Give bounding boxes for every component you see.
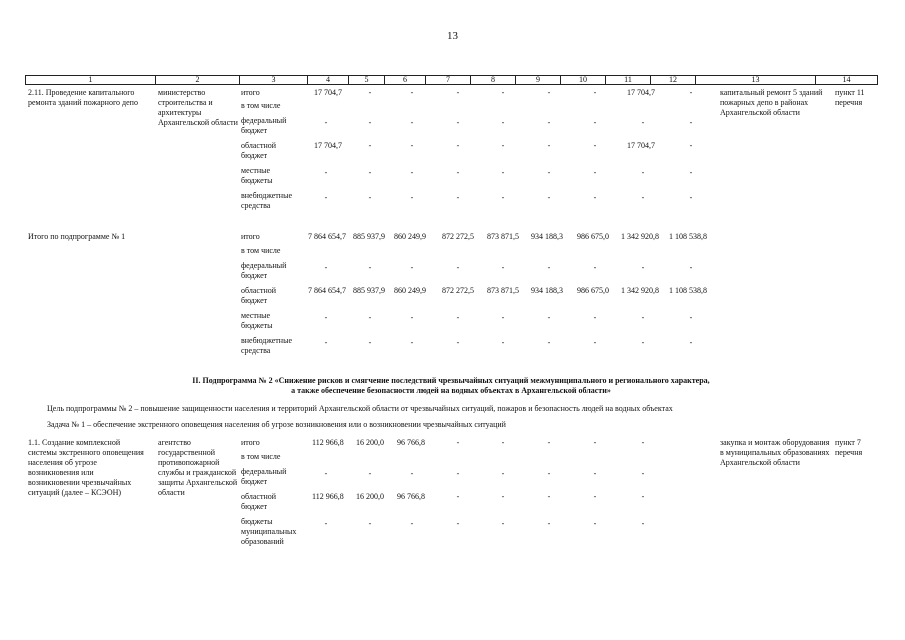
column-number-13: 13 <box>696 76 816 85</box>
total1-local-col4: - <box>324 313 328 322</box>
row-2-11-local-col8: - <box>501 168 505 177</box>
row-2-11-label-federal: федеральный бюджет <box>241 116 287 135</box>
row-1-1-label-regional: областной бюджет <box>241 492 277 511</box>
row-1-1-total-col5: 16 200,0 <box>356 438 384 447</box>
total1-local-col12: - <box>689 313 693 322</box>
row-2-11-regional-col5: - <box>368 141 372 150</box>
row-1-1-municipal-col5: - <box>368 519 372 528</box>
total1-local-col6: - <box>410 313 414 322</box>
row-2-11-label-including: в том числе <box>241 101 281 110</box>
total1-extra-col10: - <box>593 338 597 347</box>
row-2-11-extra-col4: - <box>324 193 328 202</box>
row-1-1-federal-col11: - <box>641 469 645 478</box>
total1-local-col8: - <box>501 313 505 322</box>
column-number-header <box>25 75 878 85</box>
row-1-1-regional-col8: - <box>501 492 505 501</box>
row-1-1-total-col11: - <box>641 438 645 447</box>
column-number-8: 8 <box>471 76 516 85</box>
row-2-11-label-total: итого <box>241 88 260 97</box>
row-1-1-total-col8: - <box>501 438 505 447</box>
row-1-1-regional-col11: - <box>641 492 645 501</box>
total1-local-col7: - <box>456 313 460 322</box>
column-number-9: 9 <box>516 76 561 85</box>
row-2-11-federal-col6: - <box>410 118 414 127</box>
row-1-1-label-including: в том числе <box>241 452 281 461</box>
row-2-11-federal-col12: - <box>689 118 693 127</box>
row-2-11-label-local: местные бюджеты <box>241 166 273 185</box>
column-number-4: 4 <box>308 76 349 85</box>
row-2-11-total-col8: - <box>501 88 505 97</box>
row-1-1-municipal-col9: - <box>547 519 551 528</box>
column-number-5: 5 <box>349 76 385 85</box>
row-1-1-title: 1.1. Создание комплексной системы экстренного оповещения населения об угрозе возникновения или возникновении чрезвычайных ситуаций (далее – КСЭОН) <box>28 438 144 497</box>
total1-label-extrabudget: внебюджетные средства <box>241 336 292 355</box>
subprogram-2-task: Задача № 1 – обеспечение экстренного оповещения населения об угрозе возникновения или о возникновении чрезвычайных ситуаций <box>47 420 506 429</box>
row-2-11-regional-col11: 17 704,7 <box>627 141 655 150</box>
total1-federal-col8: - <box>501 263 505 272</box>
row-2-11-total-col7: - <box>456 88 460 97</box>
total1-federal-col5: - <box>368 263 372 272</box>
column-number-3: 3 <box>240 76 308 85</box>
total1-label-total: итого <box>241 232 260 241</box>
row-1-1-label-municipal: бюджеты муниципальных образований <box>241 517 297 546</box>
row-1-1-federal-col10: - <box>593 469 597 478</box>
subprogram-2-goal: Цель подпрограммы № 2 – повышение защищенности населения и территорий Архангельской области от чрезвычайных ситуаций, пожаров и безопасность людей на водных объектах <box>47 404 673 413</box>
subprogram-2-title-line2: а также обеспечение безопасности людей на водных объектах в Архангельской области» <box>291 386 611 395</box>
total1-extra-col7: - <box>456 338 460 347</box>
row-2-11-extra-col11: - <box>641 193 645 202</box>
row-2-11-local-col12: - <box>689 168 693 177</box>
row-1-1-total-col6: 96 766,8 <box>397 438 425 447</box>
total1-local-col10: - <box>593 313 597 322</box>
total1-total-col12: 1 108 538,8 <box>669 232 707 241</box>
row-2-11-regional-col6: - <box>410 141 414 150</box>
total1-regional-col7: 872 272,5 <box>442 286 474 295</box>
row-1-1-regional-col7: - <box>456 492 460 501</box>
total1-regional-col11: 1 342 920,8 <box>621 286 659 295</box>
total1-federal-col12: - <box>689 263 693 272</box>
row-2-11-federal-col10: - <box>593 118 597 127</box>
row-1-1-federal-col6: - <box>410 469 414 478</box>
row-1-1-total-col4: 112 966,8 <box>312 438 344 447</box>
total1-total-col8: 873 871,5 <box>487 232 519 241</box>
row-2-11-total-col5: - <box>368 88 372 97</box>
row-2-11-federal-col8: - <box>501 118 505 127</box>
total1-federal-col7: - <box>456 263 460 272</box>
column-number-14: 14 <box>816 76 878 85</box>
row-2-11-label-extrabudget: внебюджетные средства <box>241 191 292 210</box>
row-2-11-extra-col6: - <box>410 193 414 202</box>
row-1-1-regional-col5: 16 200,0 <box>356 492 384 501</box>
row-2-11-federal-col11: - <box>641 118 645 127</box>
page-number: 13 <box>447 30 458 42</box>
total1-federal-col11: - <box>641 263 645 272</box>
total1-extra-col12: - <box>689 338 693 347</box>
total1-extra-col11: - <box>641 338 645 347</box>
row-2-11-federal-col9: - <box>547 118 551 127</box>
row-2-11-regional-col12: - <box>689 141 693 150</box>
row-1-1-regional-col9: - <box>547 492 551 501</box>
row-2-11-federal-col7: - <box>456 118 460 127</box>
total1-local-col9: - <box>547 313 551 322</box>
row-2-11-total-col12: - <box>689 88 693 97</box>
column-number-12: 12 <box>651 76 696 85</box>
total1-regional-col9: 934 188,3 <box>531 286 563 295</box>
column-number-2: 2 <box>156 76 240 85</box>
column-number-6: 6 <box>385 76 426 85</box>
total1-total-col7: 872 272,5 <box>442 232 474 241</box>
row-2-11-regional-col10: - <box>593 141 597 150</box>
total1-label-local: местные бюджеты <box>241 311 273 330</box>
row-1-1-total-col9: - <box>547 438 551 447</box>
total1-total-col9: 934 188,3 <box>531 232 563 241</box>
column-number-7: 7 <box>426 76 471 85</box>
row-2-11-extra-col12: - <box>689 193 693 202</box>
row-2-11-local-col7: - <box>456 168 460 177</box>
row-1-1-municipal-col7: - <box>456 519 460 528</box>
row-1-1-federal-col9: - <box>547 469 551 478</box>
row-1-1-federal-col4: - <box>324 469 328 478</box>
row-2-11-local-col11: - <box>641 168 645 177</box>
row-2-11-local-col5: - <box>368 168 372 177</box>
row-1-1-municipal-col4: - <box>324 519 328 528</box>
row-2-11-local-col4: - <box>324 168 328 177</box>
total1-total-col4: 7 864 654,7 <box>308 232 346 241</box>
column-number-10: 10 <box>561 76 606 85</box>
row-1-1-result: закупка и монтаж оборудования в муниципальных образованиях Архангельской области <box>720 438 830 467</box>
total1-label-including: в том числе <box>241 246 281 255</box>
row-1-1-regional-col6: 96 766,8 <box>397 492 425 501</box>
total1-extra-col6: - <box>410 338 414 347</box>
row-2-11-local-col9: - <box>547 168 551 177</box>
row-2-11-local-col6: - <box>410 168 414 177</box>
subprogram-2-title-line1: II. Подпрограмма № 2 «Снижение рисков и смягчение последствий чрезвычайных ситуаций межмуниципального и регионального характера, <box>192 376 710 385</box>
row-2-11-extra-col10: - <box>593 193 597 202</box>
row-2-11-regional-col8: - <box>501 141 505 150</box>
row-2-11-title: 2.11. Проведение капитального ремонта зданий пожарного депо <box>28 88 138 107</box>
row-1-1-label-total: итого <box>241 438 260 447</box>
row-2-11-total-col10: - <box>593 88 597 97</box>
total1-federal-col10: - <box>593 263 597 272</box>
total1-extra-col9: - <box>547 338 551 347</box>
total1-label-regional: областной бюджет <box>241 286 277 305</box>
row-1-1-municipal-col6: - <box>410 519 414 528</box>
total-subprogram-1-title: Итого по подпрограмме № 1 <box>28 232 126 241</box>
row-2-11-regional-col7: - <box>456 141 460 150</box>
row-2-11-extra-col9: - <box>547 193 551 202</box>
total1-extra-col4: - <box>324 338 328 347</box>
total1-total-col10: 986 675,0 <box>577 232 609 241</box>
row-2-11-regional-col4: 17 704,7 <box>314 141 342 150</box>
row-1-1-regional-col4: 112 966,8 <box>312 492 344 501</box>
total1-federal-col6: - <box>410 263 414 272</box>
column-number-11: 11 <box>606 76 651 85</box>
row-1-1-federal-col7: - <box>456 469 460 478</box>
total1-regional-col12: 1 108 538,8 <box>669 286 707 295</box>
row-2-11-local-col10: - <box>593 168 597 177</box>
total1-total-col5: 885 937,9 <box>353 232 385 241</box>
total1-federal-col4: - <box>324 263 328 272</box>
row-1-1-reference: пункт 7 перечня <box>835 438 863 457</box>
total1-extra-col8: - <box>501 338 505 347</box>
row-2-11-reference: пункт 11 перечня <box>835 88 865 107</box>
row-1-1-municipal-col10: - <box>593 519 597 528</box>
row-2-11-federal-col5: - <box>368 118 372 127</box>
row-1-1-total-col7: - <box>456 438 460 447</box>
row-2-11-total-col9: - <box>547 88 551 97</box>
row-2-11-result: капитальный ремонт 5 зданий пожарных депо в районах Архангельской области <box>720 88 823 117</box>
total1-regional-col5: 885 937,9 <box>353 286 385 295</box>
column-number-1: 1 <box>26 76 156 85</box>
total1-regional-col10: 986 675,0 <box>577 286 609 295</box>
total1-local-col5: - <box>368 313 372 322</box>
total1-total-col6: 860 249,9 <box>394 232 426 241</box>
row-2-11-label-regional: областной бюджет <box>241 141 277 160</box>
row-2-11-extra-col5: - <box>368 193 372 202</box>
row-2-11-regional-col9: - <box>547 141 551 150</box>
total1-local-col11: - <box>641 313 645 322</box>
row-2-11-total-col4: 17 704,7 <box>314 88 342 97</box>
row-2-11-total-col6: - <box>410 88 414 97</box>
row-2-11-total-col11: 17 704,7 <box>627 88 655 97</box>
row-2-11-extra-col8: - <box>501 193 505 202</box>
total1-label-federal: федеральный бюджет <box>241 261 287 280</box>
row-1-1-municipal-col11: - <box>641 519 645 528</box>
row-2-11-executor: министерство строительства и архитектуры Архангельской области <box>158 88 238 127</box>
row-1-1-federal-col8: - <box>501 469 505 478</box>
total1-regional-col6: 860 249,9 <box>394 286 426 295</box>
total1-regional-col4: 7 864 654,7 <box>308 286 346 295</box>
row-2-11-federal-col4: - <box>324 118 328 127</box>
row-1-1-label-federal: федеральный бюджет <box>241 467 287 486</box>
total1-federal-col9: - <box>547 263 551 272</box>
row-2-11-extra-col7: - <box>456 193 460 202</box>
row-1-1-executor: агентство государственной противопожарной службы и гражданской защиты Архангельской области <box>158 438 238 497</box>
row-1-1-municipal-col8: - <box>501 519 505 528</box>
total1-total-col11: 1 342 920,8 <box>621 232 659 241</box>
row-1-1-federal-col5: - <box>368 469 372 478</box>
row-1-1-regional-col10: - <box>593 492 597 501</box>
row-1-1-total-col10: - <box>593 438 597 447</box>
total1-regional-col8: 873 871,5 <box>487 286 519 295</box>
total1-extra-col5: - <box>368 338 372 347</box>
